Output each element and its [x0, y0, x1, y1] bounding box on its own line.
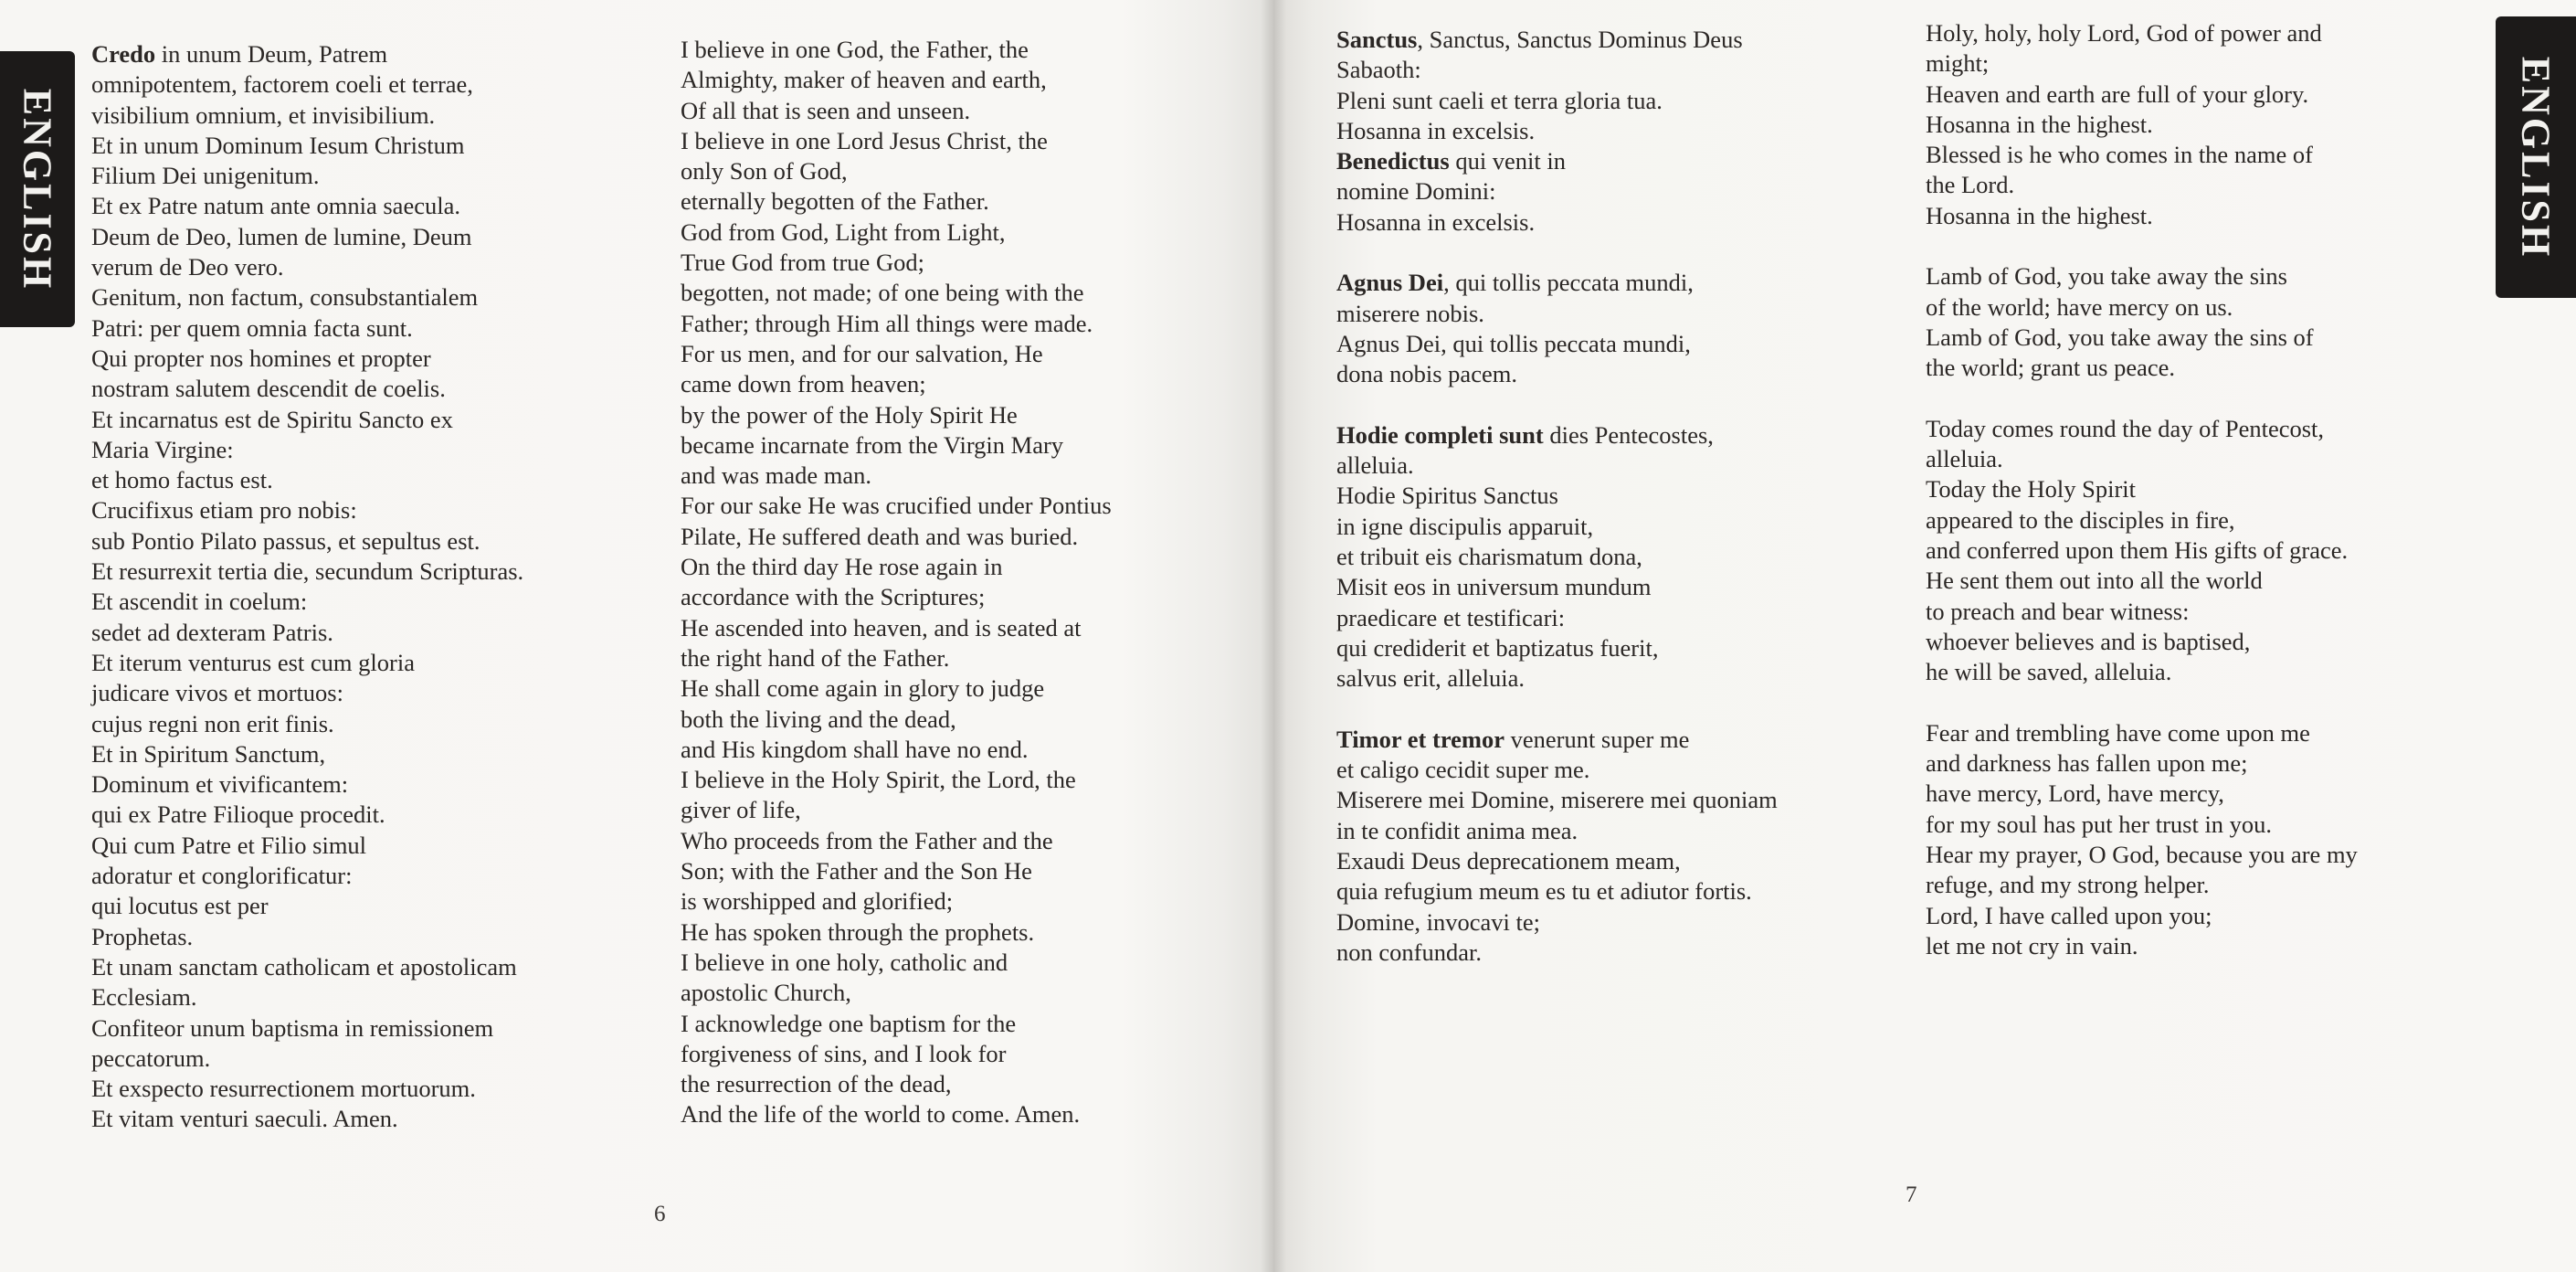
text-line: [91, 556, 523, 587]
text-line: [681, 917, 1112, 948]
text-run: Son; with the Father and the Son He: [681, 857, 1032, 885]
text-run: I believe in the Holy Spirit, the Lord, the: [681, 766, 1076, 794]
text-run: sub Pontio Pilato passus, et sepultus est.: [91, 526, 480, 555]
text-run: venerunt super me: [1504, 725, 1690, 753]
text-run: refuge, and my strong helper.: [1926, 871, 2210, 899]
text-run: Hosanna in the highest.: [1926, 110, 2153, 138]
text-line: [91, 922, 523, 952]
text-run: the right hand of the Father.: [681, 643, 950, 672]
text-run: Father; through Him all things were made.: [681, 309, 1093, 337]
text-line: [1926, 657, 2358, 687]
text-run: Of all that is seen and unseen.: [681, 96, 971, 124]
text-run: et caligo cecidit super me.: [1336, 756, 1590, 784]
text-run: He has spoken through the prophets.: [681, 917, 1035, 946]
text-line: [91, 101, 523, 131]
text-run: visibilium omnium, et invisibilium.: [91, 101, 436, 129]
text-run: Lord, I have called upon you;: [1926, 901, 2212, 929]
text-line: [1926, 597, 2358, 627]
text-run: I acknowledge one baptism for the: [681, 1009, 1017, 1037]
text-run: True God from true God;: [681, 249, 924, 277]
text-line: [1336, 481, 1778, 511]
text-line: [681, 430, 1112, 461]
text-line: [1336, 359, 1778, 389]
text-line: [681, 522, 1112, 552]
text-line: [681, 1099, 1112, 1129]
text-line: [91, 952, 523, 982]
text-run: begotten, not made; of one being with the: [681, 279, 1084, 307]
text-run: Confiteor unum baptisma in remissionem: [91, 1013, 494, 1042]
text-run: Et exspecto resurrectionem mortuorum.: [91, 1075, 476, 1103]
text-line: [1336, 938, 1778, 968]
left-page: [0, 0, 1273, 1272]
text-line: [91, 800, 523, 830]
text-run: Holy, holy, holy Lord, God of power and: [1926, 19, 2322, 47]
text-line: [91, 161, 523, 191]
text-line: [1336, 450, 1778, 481]
text-run: Pleni sunt caeli et terra gloria tua.: [1336, 86, 1663, 114]
text-run: eternally begotten of the Father.: [681, 187, 989, 216]
text-run: Crucifixus etiam pro nobis:: [91, 496, 357, 525]
text-line: [1926, 870, 2358, 900]
text-run: Et incarnatus est de Spiritu Sancto ex: [91, 405, 453, 433]
text-line: [681, 217, 1112, 248]
text-run: is worshipped and glorified;: [681, 887, 954, 916]
text-run: Ecclesiam.: [91, 983, 197, 1012]
text-run: Dominum et vivificantem:: [91, 770, 349, 799]
text-run: Misit eos in universum mundum: [1336, 573, 1652, 601]
text-line: [91, 282, 523, 313]
text-line: [91, 69, 523, 100]
text-line: [1926, 110, 2358, 140]
text-line: [91, 831, 523, 861]
text-run: giver of life,: [681, 796, 801, 824]
text-line: [1926, 140, 2358, 170]
text-run: the world; grant us peace.: [1926, 354, 2175, 382]
text-line: [91, 526, 523, 556]
text-run: both the living and the dead,: [681, 705, 956, 733]
text-run: Genitum, non factum, consubstantialem: [91, 283, 479, 312]
text-line: [91, 618, 523, 648]
text-line: [1926, 261, 2358, 292]
text-line: [1926, 48, 2358, 79]
text-run: in igne discipulis apparuit,: [1336, 512, 1594, 540]
text-run: Lamb of God, you take away the sins of: [1926, 323, 2314, 351]
text-line: [681, 369, 1112, 399]
text-line: [91, 313, 523, 344]
text-line: [1336, 116, 1778, 146]
text-line: [91, 405, 523, 435]
text-run: For us men, and for our salvation, He: [681, 339, 1043, 367]
text-run: the resurrection of the dead,: [681, 1070, 952, 1098]
tab-label-right: ENGLISH: [2513, 56, 2559, 259]
text-line: [1336, 816, 1778, 846]
text-line: [1336, 907, 1778, 938]
text-line: [1926, 566, 2358, 596]
text-line: [91, 252, 523, 282]
text-run: Almighty, maker of heaven and earth,: [681, 66, 1047, 94]
text-run: and His kingdom shall have no end.: [681, 735, 1029, 763]
text-run: I believe in one holy, catholic and: [681, 948, 1008, 976]
text-run: came down from heaven;: [681, 370, 926, 398]
text-line: [91, 982, 523, 1012]
text-run: Agnus Dei, qui tollis peccata mundi,: [1336, 329, 1691, 357]
text-run: qui venit in: [1449, 147, 1567, 175]
text-line: [681, 795, 1112, 825]
incipit-bold: Timor et tremor: [1336, 725, 1504, 753]
text-run: Et ex Patre natum ante omnia saecula.: [91, 192, 460, 220]
text-line: [681, 582, 1112, 612]
text-line: [681, 765, 1112, 795]
text-run: qui crediderit et baptizatus fuerit,: [1336, 633, 1659, 662]
text-run: Who proceeds from the Father and the: [681, 826, 1053, 854]
text-line: [681, 248, 1112, 278]
text-run: and darkness has fallen upon me;: [1926, 749, 2248, 778]
text-run: Hosanna in excelsis.: [1336, 116, 1536, 144]
mass-english-column: [1926, 18, 2358, 961]
text-run: Qui cum Patre et Filio simul: [91, 831, 367, 859]
text-run: Pilate, He suffered death and was buried.: [681, 522, 1079, 550]
text-run: Heaven and earth are full of your glory.: [1926, 80, 2309, 108]
text-run: and conferred upon them His gifts of grace.: [1926, 536, 2349, 565]
page-number-left: 6: [654, 1202, 666, 1226]
text-run: I believe in one Lord Jesus Christ, the: [681, 126, 1048, 154]
text-line: [1336, 663, 1778, 694]
text-run: For our sake He was crucified under Pontius: [681, 492, 1112, 520]
text-run: Sabaoth:: [1336, 56, 1421, 84]
text-line: [1336, 603, 1778, 633]
text-line: [681, 309, 1112, 339]
text-run: He shall come again in glory to judge: [681, 674, 1045, 703]
text-run: , qui tollis peccata mundi,: [1443, 269, 1694, 297]
text-line: [1926, 80, 2358, 110]
text-run: judicare vivos et mortuos:: [91, 679, 343, 707]
text-line: [681, 613, 1112, 643]
text-run: Fear and trembling have come upon me: [1926, 718, 2310, 747]
text-line: [681, 886, 1112, 917]
stanza-break: [1926, 688, 2358, 718]
text-line: [681, 339, 1112, 369]
text-line: [1336, 755, 1778, 785]
text-run: Filium Dei unigenitum.: [91, 162, 320, 190]
text-run: Et in Spiritum Sanctum,: [91, 739, 326, 768]
text-run: I believe in one God, the Father, the: [681, 36, 1029, 63]
text-run: And the life of the world to come. Amen.: [681, 1100, 1081, 1129]
text-run: sedet ad dexteram Patris.: [91, 618, 333, 646]
text-line: [1926, 840, 2358, 870]
text-run: nomine Domini:: [1336, 177, 1496, 206]
english-language-tab-right: [2496, 16, 2576, 298]
text-line: [1336, 55, 1778, 85]
incipit-bold: Agnus Dei: [1336, 269, 1444, 297]
text-line: [91, 678, 523, 708]
text-run: et tribuit eis charismatum dona,: [1336, 543, 1642, 571]
tab-label-left: ENGLISH: [15, 88, 60, 291]
text-run: Hear my prayer, O God, because you are my: [1926, 841, 2358, 869]
incipit-bold: Benedictus: [1336, 147, 1450, 175]
text-line: [91, 465, 523, 495]
text-line: [681, 35, 1112, 65]
text-run: On the third day He rose again in: [681, 553, 1003, 581]
text-run: salvus erit, alleluia.: [1336, 664, 1526, 693]
text-line: [91, 1104, 523, 1134]
text-run: , Sanctus, Sanctus Dominus Deus: [1417, 26, 1743, 53]
text-line: [91, 769, 523, 800]
text-line: [1926, 170, 2358, 200]
stanza-break: [1336, 390, 1778, 420]
text-run: alleluia.: [1336, 451, 1414, 480]
text-run: Et unam sanctam catholicam et apostolicam: [91, 952, 517, 980]
text-line: [681, 856, 1112, 886]
text-line: [1926, 718, 2358, 748]
text-line: [681, 156, 1112, 186]
text-line: [91, 587, 523, 617]
text-run: adoratur et conglorificatur:: [91, 862, 353, 890]
text-line: [1926, 292, 2358, 323]
text-line: [1926, 931, 2358, 961]
text-line: [91, 495, 523, 525]
text-line: [681, 826, 1112, 856]
stanza-break: [1336, 694, 1778, 725]
text-line: [681, 643, 1112, 673]
text-run: qui locutus est per: [91, 892, 269, 920]
text-line: [681, 65, 1112, 95]
text-run: for my soul has put her trust in you.: [1926, 810, 2273, 838]
text-line: [1926, 18, 2358, 48]
text-run: apostolic Church,: [681, 979, 851, 1007]
text-run: omnipotentem, factorem coeli et terrae,: [91, 70, 473, 99]
text-run: Prophetas.: [91, 922, 194, 950]
text-run: and was made man.: [681, 461, 871, 490]
text-line: [91, 648, 523, 678]
text-run: Deum de Deo, lumen de lumine, Deum: [91, 222, 472, 250]
text-line: [1926, 627, 2358, 657]
text-line: [681, 491, 1112, 521]
text-run: Exaudi Deus deprecationem meam,: [1336, 847, 1681, 875]
text-line: [91, 1044, 523, 1074]
text-line: [1336, 25, 1778, 55]
stanza-break: [1926, 384, 2358, 414]
text-line: [1336, 846, 1778, 876]
incipit-bold: Hodie completi sunt: [1336, 420, 1544, 449]
text-line: [1926, 353, 2358, 383]
text-line: [681, 461, 1112, 491]
text-line: [91, 709, 523, 739]
text-run: he will be saved, alleluia.: [1926, 658, 2172, 686]
text-line: [681, 1039, 1112, 1069]
text-run: dies Pentecostes,: [1543, 420, 1714, 449]
text-run: Domine, invocavi te;: [1336, 907, 1540, 936]
text-run: non confundar.: [1336, 938, 1482, 966]
text-line: [1926, 474, 2358, 504]
text-run: Qui propter nos homines et propter: [91, 344, 431, 372]
text-run: became incarnate from the Virgin Mary: [681, 430, 1064, 459]
text-run: dona nobis pacem.: [1336, 360, 1517, 388]
text-run: Hosanna in excelsis.: [1336, 207, 1536, 236]
text-run: alleluia.: [1926, 445, 2003, 473]
text-line: [681, 400, 1112, 430]
text-run: whoever believes and is baptised,: [1926, 627, 2251, 655]
text-line: [91, 891, 523, 921]
text-run: miserere nobis.: [1336, 299, 1484, 327]
credo-english-column: [681, 35, 1112, 1130]
text-line: [1336, 876, 1778, 906]
text-line: [91, 1074, 523, 1104]
text-line: [681, 1009, 1112, 1039]
text-run: praedicare et testificari:: [1336, 603, 1566, 631]
text-run: Hodie Spiritus Sanctus: [1336, 482, 1558, 510]
text-line: [91, 131, 523, 161]
text-line: [1926, 414, 2358, 444]
text-run: have mercy, Lord, have mercy,: [1926, 779, 2224, 808]
text-line: [91, 191, 523, 221]
text-line: [681, 735, 1112, 765]
text-run: only Son of God,: [681, 157, 848, 186]
text-line: [1336, 542, 1778, 572]
text-line: [1926, 748, 2358, 779]
incipit-bold: Credo: [91, 40, 156, 68]
text-line: [1336, 299, 1778, 329]
text-line: [1926, 444, 2358, 474]
stanza-break: [1926, 231, 2358, 261]
text-run: appeared to the disciples in fire,: [1926, 505, 2235, 534]
text-run: let me not cry in vain.: [1926, 931, 2138, 959]
text-line: [1336, 725, 1778, 755]
stanza-break: [1336, 238, 1778, 268]
text-line: [681, 978, 1112, 1008]
text-run: of the world; have mercy on us.: [1926, 292, 2233, 321]
text-line: [91, 39, 523, 69]
mass-latin-column: [1336, 25, 1778, 968]
text-line: [681, 948, 1112, 978]
text-line: [1926, 779, 2358, 809]
text-run: the Lord.: [1926, 171, 2015, 199]
text-line: [681, 705, 1112, 735]
text-run: Today comes round the day of Pentecost,: [1926, 414, 2325, 442]
text-line: [681, 1069, 1112, 1099]
text-line: [1336, 633, 1778, 663]
text-run: qui ex Patre Filioque procedit.: [91, 800, 385, 829]
text-line: [91, 1013, 523, 1044]
text-line: [1926, 810, 2358, 840]
text-run: Et ascendit in coelum:: [91, 588, 308, 616]
text-run: Hosanna in the highest.: [1926, 201, 2153, 229]
text-line: [681, 673, 1112, 704]
text-line: [91, 222, 523, 252]
text-line: [1926, 901, 2358, 931]
text-line: [681, 552, 1112, 582]
text-line: [1926, 323, 2358, 353]
text-run: Lamb of God, you take away the sins: [1926, 262, 2287, 291]
text-run: Patri: per quem omnia facta sunt.: [91, 313, 413, 342]
book-gutter: [1261, 0, 1286, 1272]
text-run: Blessed is he who comes in the name of: [1926, 141, 2313, 169]
text-run: forgiveness of sins, and I look for: [681, 1039, 1007, 1067]
text-run: might;: [1926, 49, 1990, 78]
text-run: in unum Deum, Patrem: [155, 40, 388, 68]
text-line: [1336, 268, 1778, 298]
text-line: [681, 186, 1112, 217]
text-run: peccatorum.: [91, 1044, 211, 1072]
text-run: cujus regni non erit finis.: [91, 709, 334, 737]
credo-latin-column: [91, 39, 523, 1135]
text-line: [91, 435, 523, 465]
text-run: to preach and bear witness:: [1926, 597, 2190, 625]
text-run: Et resurrexit tertia die, secundum Scripturas.: [91, 557, 524, 586]
text-line: [1336, 420, 1778, 450]
text-run: in te confidit anima mea.: [1336, 816, 1578, 844]
text-line: [1336, 785, 1778, 815]
english-language-tab-left: [0, 51, 75, 327]
text-run: He sent them out into all the world: [1926, 567, 2263, 595]
text-run: by the power of the Holy Spirit He: [681, 400, 1018, 429]
text-run: nostram salutem descendit de coelis.: [91, 375, 446, 403]
text-line: [1926, 201, 2358, 231]
text-line: [91, 344, 523, 374]
text-run: He ascended into heaven, and is seated at: [681, 613, 1082, 641]
text-line: [1336, 176, 1778, 207]
text-run: Today the Holy Spirit: [1926, 475, 2136, 504]
text-line: [681, 96, 1112, 126]
incipit-bold: Sanctus: [1336, 26, 1418, 53]
text-run: quia refugium meum es tu et adiutor fortis.: [1336, 877, 1752, 906]
page-number-right: 7: [1906, 1182, 1917, 1207]
text-line: [1336, 572, 1778, 602]
text-run: Et iterum venturus est cum gloria: [91, 648, 415, 676]
text-line: [1336, 146, 1778, 176]
text-line: [91, 374, 523, 404]
text-run: Miserere mei Domine, miserere mei quoniam: [1336, 786, 1778, 814]
text-line: [1926, 535, 2358, 566]
text-run: verum de Deo vero.: [91, 253, 284, 281]
text-line: [1336, 512, 1778, 542]
text-run: Et vitam venturi saeculi. Amen.: [91, 1105, 398, 1133]
text-line: [91, 861, 523, 891]
text-run: Maria Virgine:: [91, 435, 234, 463]
text-run: God from God, Light from Light,: [681, 217, 1006, 246]
text-run: Et in unum Dominum Iesum Christum: [91, 131, 465, 159]
text-line: [91, 739, 523, 769]
text-line: [681, 278, 1112, 308]
text-line: [1336, 329, 1778, 359]
text-run: accordance with the Scriptures;: [681, 583, 986, 611]
text-line: [1336, 86, 1778, 116]
text-run: et homo factus est.: [91, 466, 273, 494]
text-line: [1336, 207, 1778, 238]
text-line: [1926, 505, 2358, 535]
text-line: [681, 126, 1112, 156]
